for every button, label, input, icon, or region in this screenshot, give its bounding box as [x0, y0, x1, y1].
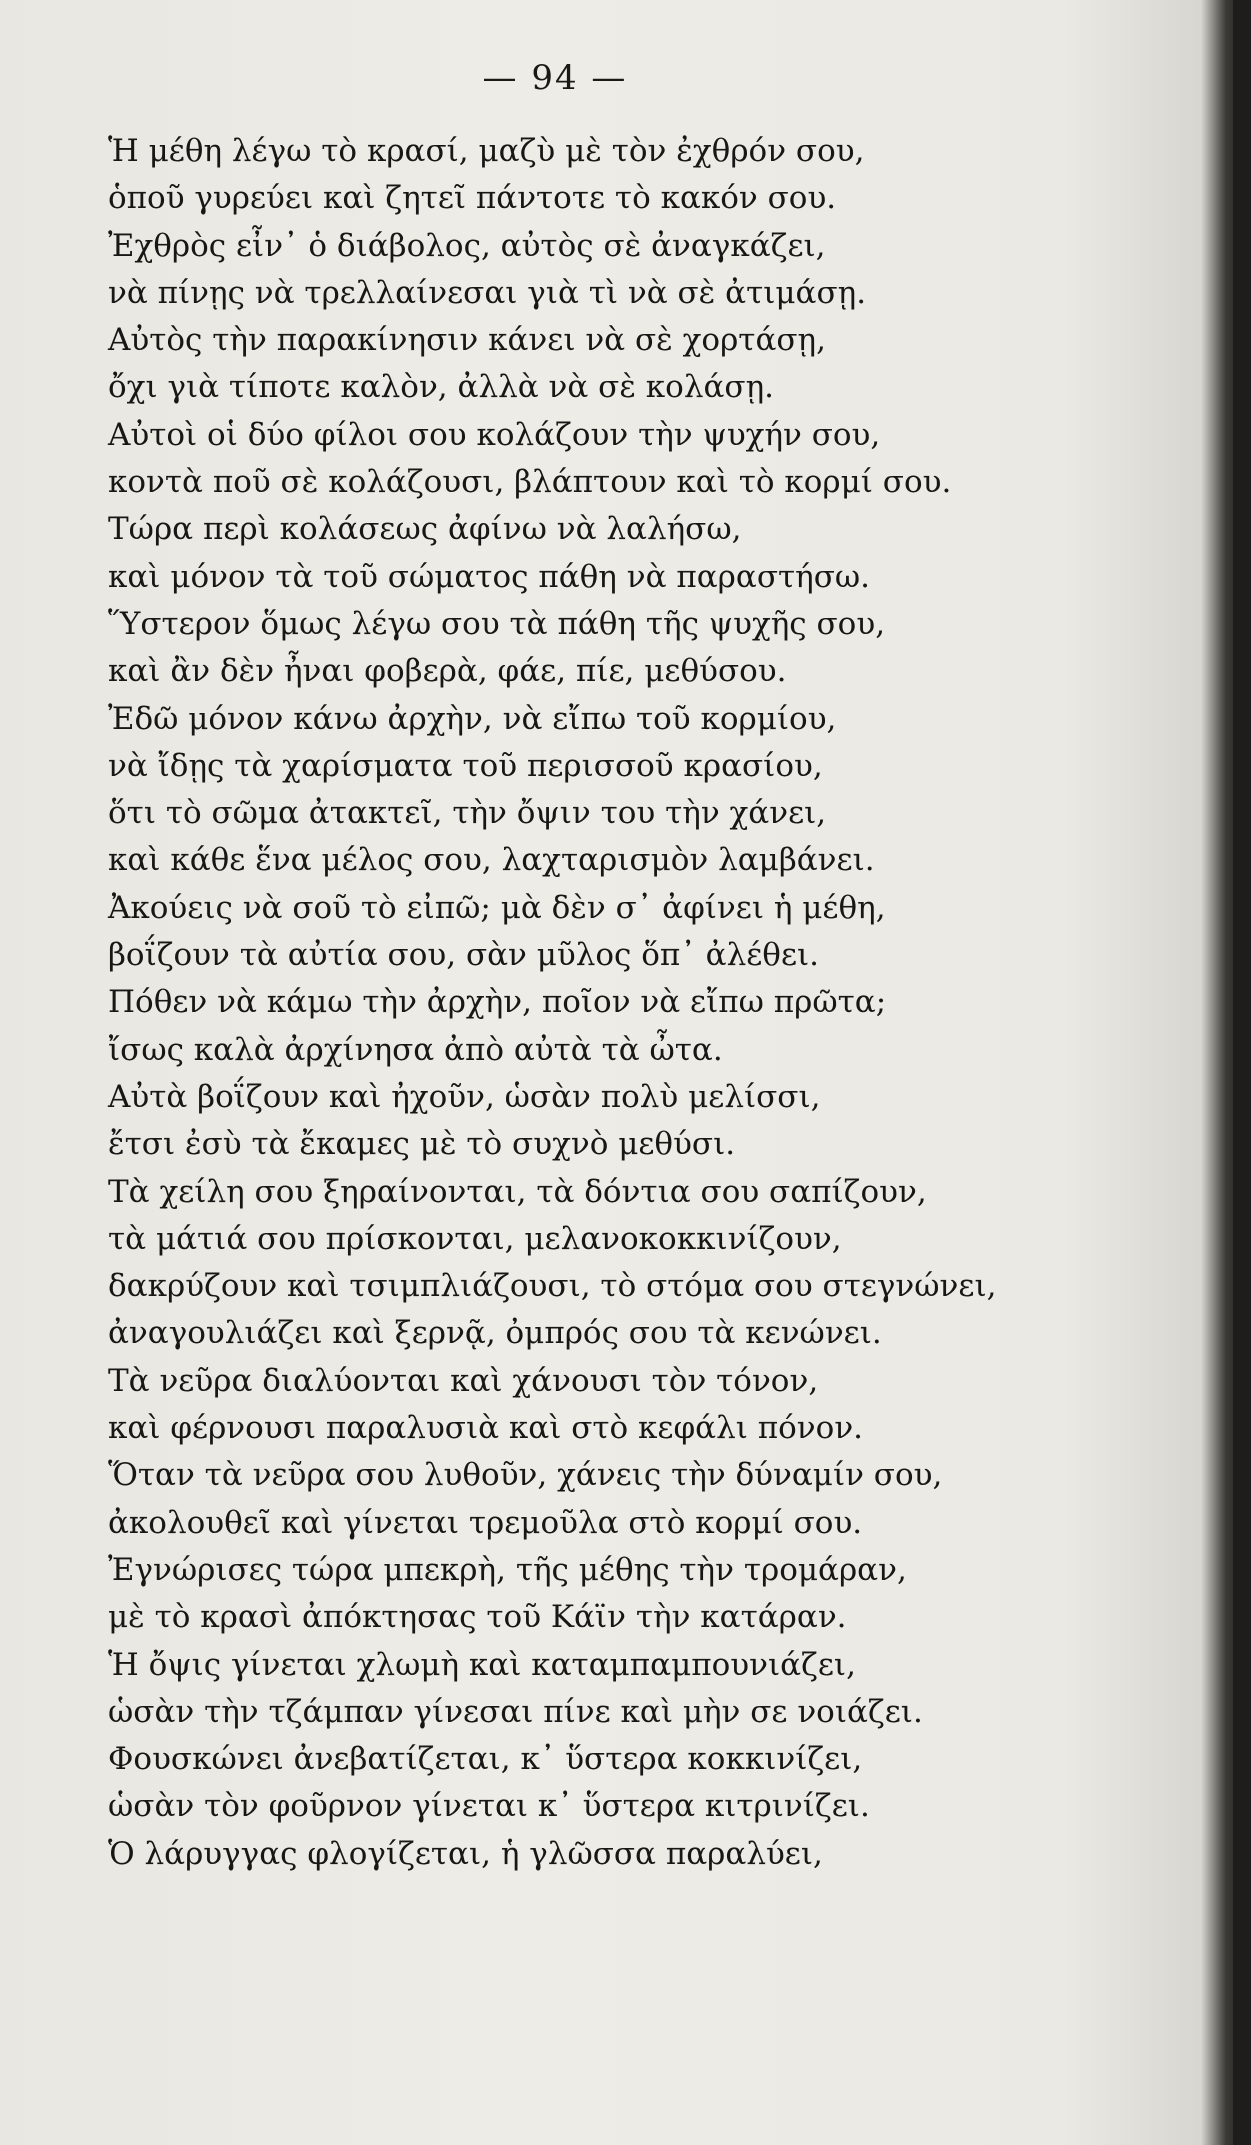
text-line: Ἐχθρὸς εἶν᾽ ὁ διάβολος, αὐτὸς σὲ ἀναγκάζει, — [108, 227, 826, 264]
text-line: καὶ μόνον τὰ τοῦ σώματος πάθη νὰ παραστήσω. — [108, 558, 871, 595]
text-line: ἴσως καλὰ ἀρχίνησα ἀπὸ αὐτὰ τὰ ὦτα. — [108, 1031, 723, 1068]
text-line: Αὐτὰ βοΐζουν καὶ ἠχοῦν, ὡσὰν πολὺ μελίσσι, — [108, 1078, 821, 1115]
text-line: Τὰ χείλη σου ξηραίνονται, τὰ δόντια σου σαπίζουν, — [108, 1173, 927, 1210]
text-line: μὲ τὸ κρασὶ ἀπόκτησας τοῦ Κάϊν τὴν κατάραν. — [108, 1599, 847, 1636]
text-line: κοντὰ ποῦ σὲ κολάζουσι, βλάπτουν καὶ τὸ κορμί σου. — [108, 464, 952, 501]
text-line: καὶ ἂν δὲν ἦναι φοβερὰ, φάε, πίε, μεθύσου. — [108, 653, 787, 690]
poem-text — [108, 128, 1108, 1878]
text-line: ὄχι γιὰ τίποτε καλὸν, ἀλλὰ νὰ σὲ κολάσῃ. — [108, 369, 775, 406]
text-line: Ἀκούεις νὰ σοῦ τὸ εἰπῶ; μὰ δὲν σ᾽ ἀφίνει ἡ μέθη, — [108, 889, 886, 926]
text-line: Ἡ ὄψις γίνεται χλωμὴ καὶ καταμπαμπουνιάζει, — [108, 1646, 856, 1683]
text-line: Ὁ λάρυγγας φλογίζεται, ἡ γλῶσσα παραλύει, — [108, 1835, 823, 1872]
text-line: ὁποῦ γυρεύει καὶ ζητεῖ πάντοτε τὸ κακόν σου. — [108, 180, 837, 217]
text-line: ὅτι τὸ σῶμα ἀτακτεῖ, τὴν ὄψιν του τὴν χάνει, — [108, 795, 827, 832]
text-line: τὰ μάτιά σου πρίσκονται, μελανοκοκκινίζουν, — [108, 1220, 842, 1257]
text-line: ὡσὰν τὸν φοῦρνον γίνεται κ᾽ ὕστερα κιτρινίζει. — [108, 1788, 870, 1825]
text-line: Αὐτοὶ οἱ δύο φίλοι σου κολάζουν τὴν ψυχήν σου, — [108, 416, 881, 453]
text-line: καὶ κάθε ἕνα μέλος σου, λαχταρισμὸν λαμβάνει. — [108, 842, 875, 879]
text-line: βοΐζουν τὰ αὐτία σου, σὰν μῦλος ὅπ᾽ ἀλέθει. — [108, 937, 820, 974]
text-line: δακρύζουν καὶ τσιμπλιάζουσι, τὸ στόμα σου στεγνώνει, — [108, 1268, 997, 1305]
text-line: Ἐγνώρισες τώρα μπεκρὴ, τῆς μέθης τὴν τρομάραν, — [108, 1551, 907, 1588]
text-line: Ἐδῶ μόνον κάνω ἀρχὴν, νὰ εἴπω τοῦ κορμίου, — [108, 700, 837, 737]
text-line: ἔτσι ἐσὺ τὰ ἔκαμες μὲ τὸ συχνὸ μεθύσι. — [108, 1126, 736, 1163]
text-line: Τὰ νεῦρα διαλύονται καὶ χάνουσι τὸν τόνον, — [108, 1362, 819, 1399]
text-line: Αὐτὸς τὴν παρακίνησιν κάνει νὰ σὲ χορτάσῃ, — [108, 322, 826, 359]
text-line: ὡσὰν τὴν τζάμπαν γίνεσαι πίνε καὶ μὴν σε νοιάζει. — [108, 1693, 923, 1730]
text-line: νὰ ἴδῃς τὰ χαρίσματα τοῦ περισσοῦ κρασίου, — [108, 747, 823, 784]
text-line: νὰ πίνῃς νὰ τρελλαίνεσαι γιὰ τὶ νὰ σὲ ἀτιμάσῃ. — [108, 274, 867, 311]
text-line: Πόθεν νὰ κάμω τὴν ἀρχὴν, ποῖον νὰ εἴπω πρῶτα; — [108, 984, 887, 1021]
page-edge-shadow — [1233, 0, 1251, 2145]
text-line: Φουσκώνει ἀνεβατίζεται, κ᾽ ὕστερα κοκκινίζει, — [108, 1741, 863, 1778]
text-line: Ὅταν τὰ νεῦρα σου λυθοῦν, χάνεις τὴν δύναμίν σου, — [108, 1457, 943, 1494]
page-number: — 94 — — [482, 58, 628, 98]
text-line: Τώρα περὶ κολάσεως ἀφίνω νὰ λαλήσω, — [108, 511, 742, 548]
text-line: καὶ φέρνουσι παραλυσιὰ καὶ στὸ κεφάλι πόνον. — [108, 1410, 864, 1447]
text-line: ἀναγουλιάζει καὶ ξερνᾷ, ὀμπρός σου τὰ κενώνει. — [108, 1315, 882, 1352]
text-line: Ἡ μέθη λέγω τὸ κρασί, μαζὺ μὲ τὸν ἐχθρόν σου, — [108, 133, 865, 169]
text-line: Ὕστερον ὅμως λέγω σου τὰ πάθη τῆς ψυχῆς σου, — [108, 605, 886, 642]
text-line: ἀκολουθεῖ καὶ γίνεται τρεμοῦλα στὸ κορμί σου. — [108, 1504, 863, 1541]
